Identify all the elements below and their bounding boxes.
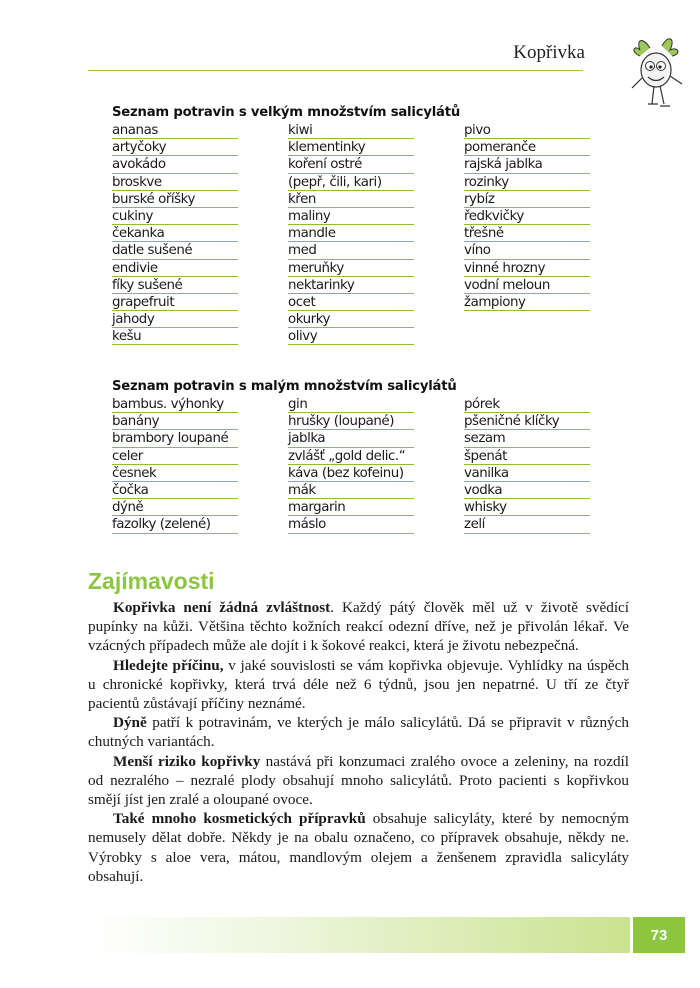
paragraph-lead: Menší riziko kopřivky [113,752,261,770]
paragraph-text: . Každý pátý člověk měl už v životě svědící pupínky na kůži. Většina těchto kožních reakcí odezní dříve, než je přivolán lékař. Ve vzácných případech může ale dojít i k šokové reakci, která je životu nebezpečná. [88,599,629,655]
food-item: víno [464,242,590,259]
paragraph-lead: Také mnoho kosmetických přípravků [113,810,366,828]
food-item: sezam [464,430,590,447]
header-rule [88,70,583,71]
food-item: artyčoky [112,139,238,156]
food-item: káva (bez kofeinu) [288,465,414,482]
paragraph-lead: Dýně [113,714,147,732]
food-item: celer [112,448,238,465]
food-item: avokádo [112,156,238,173]
paragraph [88,713,629,751]
list-column [464,396,590,534]
list-column [288,396,414,534]
food-item: fazolky (zelené) [112,516,238,533]
list-heading: Seznam potravin s malým množstvím salicylátů [112,379,457,394]
food-item: jahody [112,311,238,328]
food-item: kiwi [288,122,414,139]
food-item: křen [288,191,414,208]
food-item: pomeranče [464,139,590,156]
food-item: datle sušené [112,242,238,259]
paragraph-lead: Hledejte příčinu, [113,656,224,674]
food-item: cukiny [112,208,238,225]
food-item: olivy [288,328,414,345]
food-item: česnek [112,465,238,482]
food-item: mandle [288,225,414,242]
paragraph [88,809,629,886]
food-item: (pepř, čili, kari) [288,174,414,191]
food-item: rozinky [464,174,590,191]
list-column [112,122,238,345]
food-item: mák [288,482,414,499]
food-item: rybíz [464,191,590,208]
food-item: okurky [288,311,414,328]
food-item: broskve [112,174,238,191]
list-column [112,396,238,534]
paragraph [88,656,629,714]
food-item: meruňky [288,260,414,277]
food-item: třešně [464,225,590,242]
food-item: zelí [464,516,590,533]
food-item: fíky sušené [112,277,238,294]
paragraph [88,752,629,810]
food-item: vodní meloun [464,277,590,294]
food-item: ananas [112,122,238,139]
food-item: burské oříšky [112,191,238,208]
food-item: hrušky (loupané) [288,413,414,430]
running-header-title: Kopřivka [513,42,585,63]
food-item: kešu [112,328,238,345]
paragraph-lead: Kopřivka není žádná zvláštnost [113,599,331,616]
food-item: margarin [288,499,414,516]
paragraph-text: nastává při konzumaci zralého ovoce a zeleniny, na rozdíl od nezralého – nezralé plody obsahují mnoho salicylátů. Proto pacienti s kopřivkou smějí jíst jen zralé a oloupané ovoce. [88,752,629,809]
food-item: čočka [112,482,238,499]
paragraph-text: obsahuje salicyláty, které by nemocným nemusely dělat dobře. Někdy je na obalu označeno, co přípravek obsahuje, někdy ne. Výrobky s aloe vera, mátou, mandlovým olejem a ženšenem zpravidla salicyláty obsahují. [88,810,629,885]
food-item: whisky [464,499,590,516]
food-item: dýně [112,499,238,516]
food-item: koření ostré [288,156,414,173]
food-item: jablka [288,430,414,447]
food-item: gin [288,396,414,413]
food-item: vinné hrozny [464,260,590,277]
food-item: ředkvičky [464,208,590,225]
food-item: pórek [464,396,590,413]
food-item: vanilka [464,465,590,482]
food-item: nektarinky [288,277,414,294]
list-column [464,122,590,311]
low-salicylate-list [112,378,602,533]
food-item: klementinky [288,139,414,156]
body-text [88,598,629,886]
high-salicylate-list [112,104,602,345]
food-item: med [288,242,414,259]
food-item: grapefruit [112,294,238,311]
food-item: máslo [288,516,414,533]
food-item: banány [112,413,238,430]
section-title: Zajímavosti [88,568,215,594]
food-item: špenát [464,448,590,465]
food-item: rajská jablka [464,156,590,173]
food-item: brambory loupané [112,430,238,447]
food-item: čekanka [112,225,238,242]
food-item: bambus. výhonky [112,396,238,413]
food-item: vodka [464,482,590,499]
food-item: pivo [464,122,590,139]
food-item: pšeničné klíčky [464,413,590,430]
food-item: žampiony [464,294,590,311]
list-heading: Seznam potravin s velkým množstvím salicylátů [112,105,461,120]
page-number: 73 [633,917,685,953]
nettle-character-icon [628,30,688,120]
paragraph [88,598,629,656]
paragraph-text: v jaké souvislosti se vám kopřivka objevuje. Vyhlídky na úspěch u chronické kopřivky, která trvá déle než 6 týdnů, jsou jen nepatrné. U tří ze čtyř pacientů zůstávají příčiny neznámé. [88,656,630,713]
food-item: ocet [288,294,414,311]
footer-band [90,917,630,953]
list-column [288,122,414,345]
food-item: zvlášť „gold delic.“ [288,448,414,465]
paragraph-text: patří k potravinám, ve kterých je málo salicylátů. Dá se připravit v různých chutných variantách. [88,714,629,751]
food-item: maliny [288,208,414,225]
food-item: endivie [112,260,238,277]
